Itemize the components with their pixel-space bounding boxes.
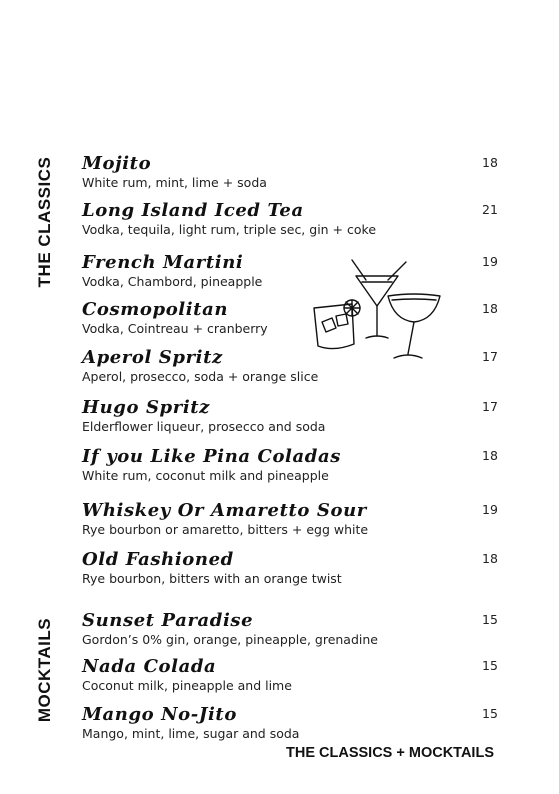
item-price: 15 (482, 658, 498, 673)
item-price: 19 (482, 254, 498, 269)
item-price: 17 (482, 399, 498, 414)
item-price: 18 (482, 448, 498, 463)
item-description: Coconut milk, pineapple and lime (82, 678, 292, 693)
straw-icon (352, 260, 366, 280)
item-name: Whiskey Or Amaretto Sour (82, 500, 367, 521)
section-label-classics: THE CLASSICS (35, 156, 54, 288)
martini-glass-icon (356, 276, 398, 306)
item-description: Vodka, Chambord, pineapple (82, 274, 263, 289)
item-name: Nada Colada (82, 656, 217, 677)
item-description: Vodka, tequila, light rum, triple sec, gin + coke (82, 222, 377, 237)
menu-item (82, 549, 502, 587)
item-description: Vodka, Cointreau + cranberry (82, 321, 268, 336)
coupe-glass-icon (388, 294, 440, 322)
menu-item (82, 397, 502, 435)
menu-item (82, 610, 502, 648)
item-name: If you Like Pina Coladas (82, 446, 341, 467)
item-price: 21 (482, 202, 498, 217)
menu-item (82, 500, 502, 538)
item-name: Aperol Spritz (82, 347, 223, 368)
item-price: 15 (482, 706, 498, 721)
item-price: 19 (482, 502, 498, 517)
item-price: 17 (482, 349, 498, 364)
item-description: Rye bourbon, bitters with an orange twist (82, 571, 342, 586)
item-description: White rum, coconut milk and pineapple (82, 468, 329, 483)
menu-item (82, 446, 502, 484)
item-description: Elderflower liqueur, prosecco and soda (82, 419, 326, 434)
item-name: Long Island Iced Tea (82, 200, 304, 221)
item-name: French Martini (82, 252, 244, 273)
item-price: 18 (482, 551, 498, 566)
menu-item (82, 704, 502, 742)
tumbler-glass-icon (314, 304, 354, 349)
item-name: Hugo Spritz (82, 397, 210, 418)
item-price: 18 (482, 301, 498, 316)
menu-item (82, 153, 502, 191)
item-price: 15 (482, 612, 498, 627)
cocktail-glasses-icon (308, 258, 446, 366)
section-label-mocktails: MOCKTAILS (35, 617, 54, 723)
item-name: Mojito (82, 153, 152, 174)
item-description: Gordon’s 0% gin, orange, pineapple, grenadine (82, 632, 378, 647)
item-description: Aperol, prosecco, soda + orange slice (82, 369, 319, 384)
item-description: Mango, mint, lime, sugar and soda (82, 726, 300, 741)
item-name: Sunset Paradise (82, 610, 254, 631)
item-description: Rye bourbon or amaretto, bitters + egg white (82, 522, 369, 537)
menu-item (82, 200, 502, 238)
item-name: Mango No-Jito (82, 704, 237, 725)
item-name: Cosmopolitan (82, 299, 229, 320)
item-price: 18 (482, 155, 498, 170)
footer-title: THE CLASSICS + MOCKTAILS (286, 745, 494, 761)
menu-item (82, 656, 502, 694)
item-name: Old Fashioned (82, 549, 234, 570)
item-description: White rum, mint, lime + soda (82, 175, 267, 190)
